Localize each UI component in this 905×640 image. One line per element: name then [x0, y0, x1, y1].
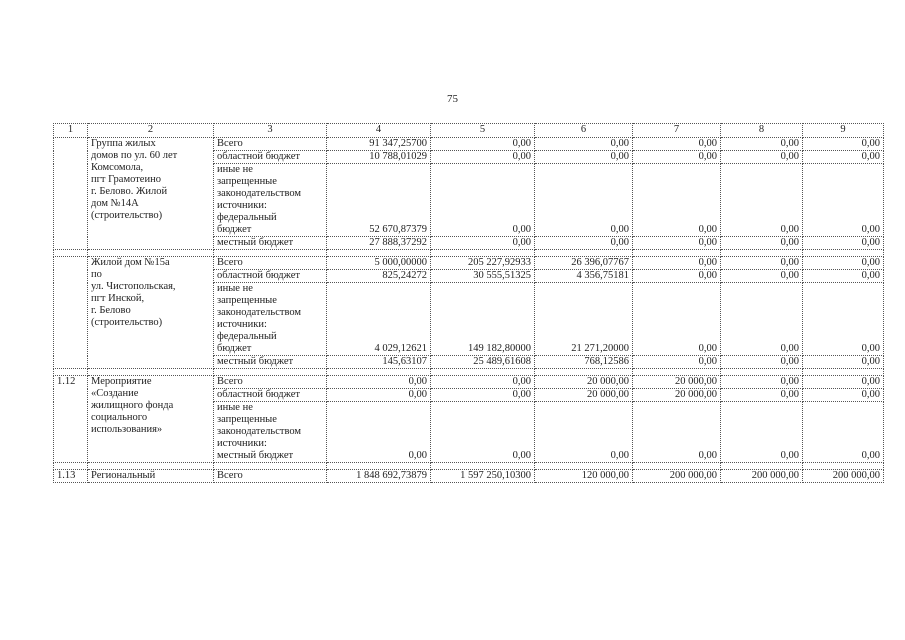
- spacer-cell: [535, 463, 633, 470]
- funding-source: иные не запрещенные законодательством источники: местный бюджет: [214, 402, 327, 463]
- amount-cell: 200 000,00: [633, 470, 721, 483]
- amount-cell: 120 000,00: [535, 470, 633, 483]
- spacer-cell: [431, 369, 535, 376]
- amount-cell: 5 000,00000: [327, 257, 431, 270]
- amount-cell: 52 670,87379: [327, 164, 431, 237]
- amount-cell: 0,00: [803, 270, 884, 283]
- amount-cell: 20 000,00: [633, 376, 721, 389]
- spacer-cell: [327, 369, 431, 376]
- funding-source: областной бюджет: [214, 389, 327, 402]
- spacer-cell: [431, 250, 535, 257]
- amount-cell: 0,00: [721, 151, 803, 164]
- spacer-cell: [633, 463, 721, 470]
- amount-cell: 0,00: [431, 389, 535, 402]
- amount-cell: 0,00: [431, 402, 535, 463]
- spacer-cell: [535, 369, 633, 376]
- amount-cell: 4 356,75181: [535, 270, 633, 283]
- spacer-row: [54, 369, 884, 376]
- spacer-cell: [327, 250, 431, 257]
- amount-cell: 0,00: [327, 376, 431, 389]
- header-cell: 6: [535, 124, 633, 138]
- funding-source: местный бюджет: [214, 356, 327, 369]
- item-name: Группа жилых домов по ул. 60 лет Комсомола, пгт Грамотеино г. Белово. Жилой дом №14А (строительство): [88, 138, 214, 250]
- amount-cell: 20 000,00: [633, 389, 721, 402]
- amount-cell: 205 227,92933: [431, 257, 535, 270]
- spacer-cell: [214, 250, 327, 257]
- amount-cell: 0,00: [803, 151, 884, 164]
- spacer-cell: [88, 369, 214, 376]
- funding-source: Всего: [214, 138, 327, 151]
- amount-cell: 0,00: [803, 237, 884, 250]
- amount-cell: 0,00: [803, 164, 884, 237]
- table-row: [54, 257, 884, 270]
- table-row: [54, 138, 884, 151]
- amount-cell: 25 489,61608: [431, 356, 535, 369]
- header-cell: 4: [327, 124, 431, 138]
- amount-cell: 0,00: [633, 402, 721, 463]
- amount-cell: 0,00: [721, 389, 803, 402]
- amount-cell: 1 848 692,73879: [327, 470, 431, 483]
- funding-source: областной бюджет: [214, 270, 327, 283]
- amount-cell: 0,00: [431, 376, 535, 389]
- header-cell: 2: [88, 124, 214, 138]
- amount-cell: 0,00: [803, 376, 884, 389]
- funding-source: Всего: [214, 257, 327, 270]
- amount-cell: 0,00: [721, 270, 803, 283]
- spacer-cell: [88, 463, 214, 470]
- spacer-cell: [327, 463, 431, 470]
- amount-cell: 0,00: [803, 356, 884, 369]
- amount-cell: 0,00: [535, 237, 633, 250]
- spacer-row: [54, 250, 884, 257]
- spacer-cell: [721, 463, 803, 470]
- item-number: 1.13: [54, 470, 88, 483]
- amount-cell: 0,00: [721, 237, 803, 250]
- amount-cell: 0,00: [633, 283, 721, 356]
- amount-cell: 0,00: [633, 257, 721, 270]
- header-cell: 8: [721, 124, 803, 138]
- amount-cell: 0,00: [803, 138, 884, 151]
- amount-cell: 149 182,80000: [431, 283, 535, 356]
- amount-cell: 0,00: [431, 237, 535, 250]
- funding-source: Всего: [214, 470, 327, 483]
- amount-cell: 0,00: [721, 402, 803, 463]
- spacer-cell: [54, 369, 88, 376]
- spacer-cell: [633, 250, 721, 257]
- item-name: Региональный: [88, 470, 214, 483]
- amount-cell: 26 396,07767: [535, 257, 633, 270]
- spacer-cell: [721, 369, 803, 376]
- budget-table: [53, 123, 884, 483]
- amount-cell: 10 788,01029: [327, 151, 431, 164]
- amount-cell: 0,00: [633, 138, 721, 151]
- amount-cell: 20 000,00: [535, 376, 633, 389]
- table-row: [54, 376, 884, 389]
- spacer-cell: [54, 250, 88, 257]
- header-cell: 5: [431, 124, 535, 138]
- amount-cell: 200 000,00: [803, 470, 884, 483]
- amount-cell: 0,00: [803, 389, 884, 402]
- amount-cell: 0,00: [721, 283, 803, 356]
- amount-cell: 0,00: [535, 151, 633, 164]
- amount-cell: 30 555,51325: [431, 270, 535, 283]
- amount-cell: 0,00: [633, 151, 721, 164]
- spacer-cell: [54, 463, 88, 470]
- spacer-cell: [803, 463, 884, 470]
- amount-cell: 825,24272: [327, 270, 431, 283]
- amount-cell: 0,00: [327, 402, 431, 463]
- amount-cell: 0,00: [721, 138, 803, 151]
- spacer-cell: [88, 250, 214, 257]
- amount-cell: 0,00: [721, 376, 803, 389]
- amount-cell: 768,12586: [535, 356, 633, 369]
- header-row: [54, 124, 884, 138]
- amount-cell: 0,00: [633, 356, 721, 369]
- amount-cell: 0,00: [633, 270, 721, 283]
- amount-cell: 0,00: [721, 356, 803, 369]
- spacer-cell: [803, 369, 884, 376]
- item-name: Мероприятие «Создание жилищного фонда социального использования»: [88, 376, 214, 463]
- amount-cell: 20 000,00: [535, 389, 633, 402]
- header-cell: 3: [214, 124, 327, 138]
- funding-source: Всего: [214, 376, 327, 389]
- amount-cell: 0,00: [803, 257, 884, 270]
- amount-cell: 21 271,20000: [535, 283, 633, 356]
- amount-cell: 200 000,00: [721, 470, 803, 483]
- amount-cell: 91 347,25700: [327, 138, 431, 151]
- spacer-cell: [721, 250, 803, 257]
- spacer-cell: [214, 463, 327, 470]
- page-number: 75: [447, 93, 458, 105]
- spacer-cell: [633, 369, 721, 376]
- funding-source: иные не запрещенные законодательством источники: федеральный бюджет: [214, 283, 327, 356]
- amount-cell: 0,00: [327, 389, 431, 402]
- spacer-row: [54, 463, 884, 470]
- amount-cell: 0,00: [633, 237, 721, 250]
- amount-cell: 0,00: [431, 151, 535, 164]
- header-cell: 9: [803, 124, 884, 138]
- funding-source: местный бюджет: [214, 237, 327, 250]
- header-cell: 1: [54, 124, 88, 138]
- amount-cell: 145,63107: [327, 356, 431, 369]
- amount-cell: 0,00: [803, 283, 884, 356]
- amount-cell: 0,00: [721, 257, 803, 270]
- item-number: 1.12: [54, 376, 88, 463]
- item-number: [54, 138, 88, 250]
- spacer-cell: [535, 250, 633, 257]
- funding-source: иные не запрещенные законодательством источники: федеральный бюджет: [214, 164, 327, 237]
- amount-cell: 0,00: [721, 164, 803, 237]
- amount-cell: 0,00: [633, 164, 721, 237]
- amount-cell: 0,00: [535, 164, 633, 237]
- amount-cell: 0,00: [431, 138, 535, 151]
- table-row: [54, 470, 884, 483]
- spacer-cell: [431, 463, 535, 470]
- amount-cell: 1 597 250,10300: [431, 470, 535, 483]
- amount-cell: 27 888,37292: [327, 237, 431, 250]
- amount-cell: 0,00: [431, 164, 535, 237]
- spacer-cell: [214, 369, 327, 376]
- header-cell: 7: [633, 124, 721, 138]
- amount-cell: 0,00: [535, 402, 633, 463]
- amount-cell: 0,00: [535, 138, 633, 151]
- spacer-cell: [803, 250, 884, 257]
- item-number: [54, 257, 88, 369]
- amount-cell: 0,00: [803, 402, 884, 463]
- funding-source: областной бюджет: [214, 151, 327, 164]
- item-name: Жилой дом №15а по ул. Чистопольская, пгт Инской, г. Белово (строительство): [88, 257, 214, 369]
- amount-cell: 4 029,12621: [327, 283, 431, 356]
